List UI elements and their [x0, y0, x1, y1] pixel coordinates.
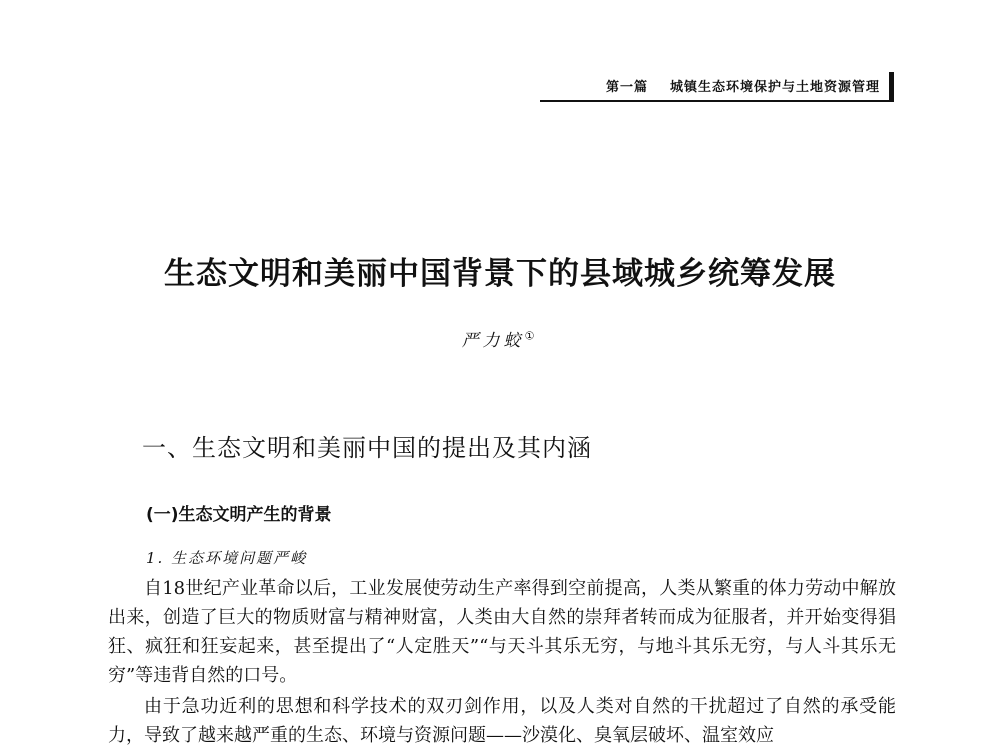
author-name: 严力蛟	[461, 331, 525, 351]
author-footnote-mark[interactable]: ①	[524, 329, 539, 343]
running-header-text	[606, 76, 880, 95]
running-header-section: 城镇生态环境保护与土地资源管理	[669, 80, 880, 95]
paragraph: 自18世纪产业革命以后，工业发展使劳动生产率得到空前提高，人类从繁重的体力劳动中解放出来，创造了巨大的物质财富与精神财富，人类由大自然的崇拜者转而成为征服者，并开始变得猖狂、疯狂和狂妄起来，甚至提出了“人定胜天”“与天斗其乐无穷，与地斗其乐无穷，与人斗其乐无穷”等违背自然的口号。	[108, 578, 896, 686]
article-title: 生态文明和美丽中国背景下的县域城乡统筹发展	[164, 256, 836, 292]
paragraph: 由于急功近利的思想和科学技术的双刃剑作用，以及人类对自然的干扰超过了自然的承受能力，导致了越来越严重的生态、环境与资源问题——沙漠化、臭氧层破坏、温室效应	[108, 696, 896, 746]
running-header	[540, 70, 894, 102]
subsection-heading: (一)生态文明产生的背景	[146, 505, 332, 525]
author-line	[0, 326, 1000, 351]
body-text	[108, 574, 896, 750]
point-heading: 1. 生态环境问题严峻	[146, 549, 308, 567]
header-rule	[540, 100, 894, 102]
header-bar	[889, 72, 894, 102]
section-heading: 一、生态文明和美丽中国的提出及其内涵	[142, 434, 592, 462]
running-header-chapter: 第一篇	[605, 80, 648, 95]
